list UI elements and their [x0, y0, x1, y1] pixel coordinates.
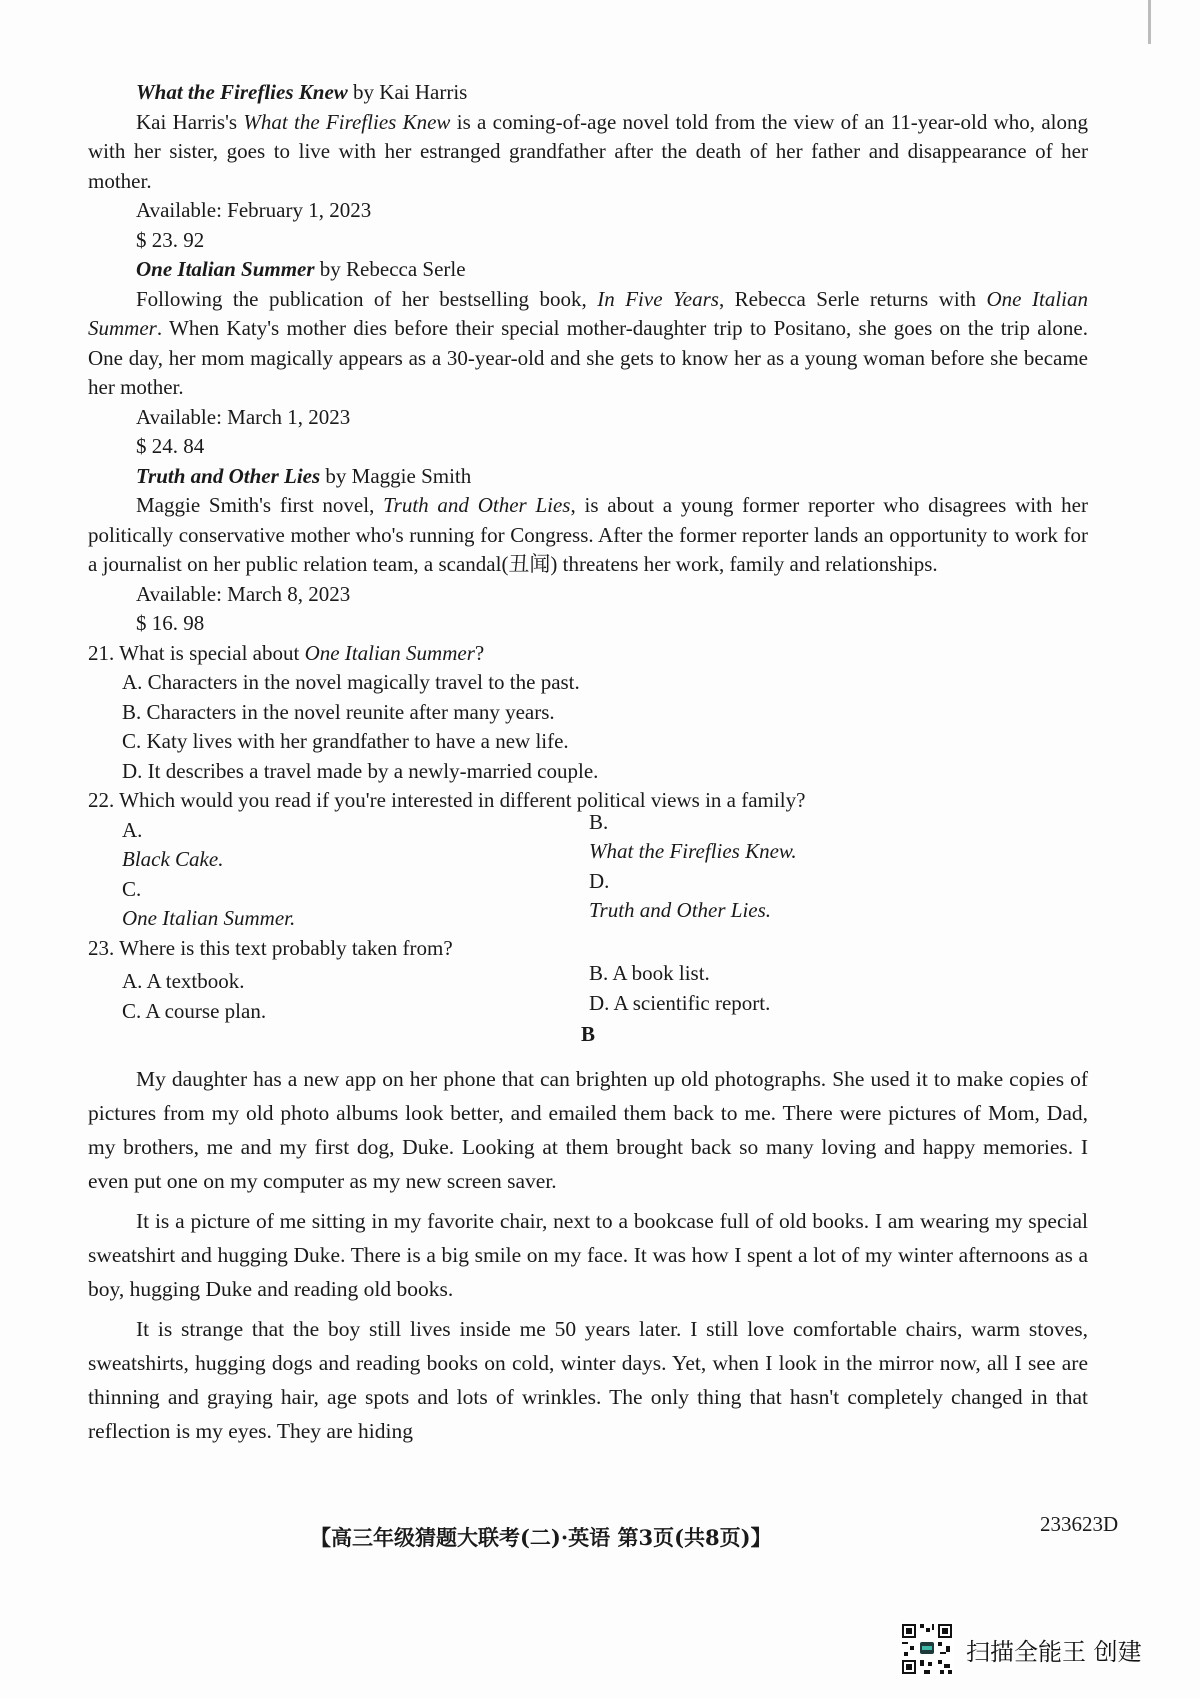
book-price: $ 23. 92 — [136, 227, 205, 252]
book-available: Available: March 1, 2023 — [136, 404, 351, 429]
qr-code-icon — [900, 1622, 954, 1676]
desc-text: Following the publication of her bestselling book, — [136, 286, 598, 311]
option-letter: C. — [122, 876, 142, 901]
passage-paragraph: My daughter has a new app on her phone that can brighten up old photographs. She used it to make copies of pictures from my old photo albums look better, and emailed them back to me. There were pictures of Mom, Dad, my brothers, me and my first dog, Duke. Looking at them brought back so many loving and happy memories. I even put one on my computer as my new screen saver. — [88, 1066, 1088, 1193]
option-a: A. Characters in the novel magically travel to the past. — [122, 670, 580, 694]
option-text: What the Fireflies Knew. — [589, 839, 797, 863]
book-author: by Rebecca Serle — [319, 257, 466, 281]
desc-text: is a coming-of-age novel told from the view of an 11-year-old who, along with her sister, goes to live with her estranged grandfather after the death of her father and disappearance of her mother. — [88, 109, 1088, 193]
exam-code: 233623D — [1040, 1512, 1119, 1536]
book-heading — [88, 462, 1088, 492]
question-23 — [88, 934, 1088, 1027]
question-stem: 22. Which would you read if you're interested in different political views in a family? — [88, 788, 806, 812]
option-b: B. A book list. — [589, 961, 710, 985]
book-author: by Kai Harris — [353, 80, 468, 104]
option-grid — [88, 961, 1088, 1026]
option-d: D. It describes a travel made by a newly-married couple. — [122, 758, 599, 783]
option-c: C. Katy lives with her grandfather to have a new life. — [122, 729, 569, 753]
option-text: Truth and Other Lies. — [589, 898, 772, 922]
desc-text: Maggie Smith's first novel, — [136, 493, 384, 517]
option-d — [589, 867, 1088, 926]
exam-content — [88, 78, 1088, 1448]
question-stem — [88, 639, 1088, 669]
page-footer: 【高三年级猜题大联考(二)·英语 第3页(共8页)】 — [310, 1525, 772, 1550]
book-available: Available: February 1, 2023 — [136, 198, 372, 222]
book-title: Truth and Other Lies — [136, 463, 321, 488]
stem-italic-title: One Italian Summer — [304, 640, 475, 665]
option-d: D. A scientific report. — [589, 990, 771, 1015]
desc-text: , Rebecca Serle returns with — [718, 286, 987, 311]
stem-text: 21. What is special about — [88, 640, 305, 665]
option-text: Black Cake. — [122, 847, 224, 871]
option-c — [122, 875, 589, 934]
book-entry — [88, 462, 1088, 639]
option-a — [122, 816, 589, 875]
option-text: One Italian Summer. — [122, 906, 296, 930]
scanner-label: 扫描全能王 创建 — [966, 1637, 1142, 1666]
book-entry — [88, 255, 1088, 462]
book-entry — [88, 78, 1088, 255]
option-letter: A. — [122, 817, 143, 842]
desc-text: Kai Harris's — [136, 109, 244, 134]
book-description — [88, 108, 1088, 197]
book-title: What the Fireflies Knew — [136, 80, 348, 104]
option-b: B. Characters in the novel reunite after many years. — [122, 699, 555, 724]
book-description — [88, 491, 1088, 580]
question-stem: 23. Where is this text probably taken from? — [88, 935, 453, 960]
book-title: One Italian Summer — [136, 257, 315, 281]
option-letter: D. — [589, 868, 610, 893]
section-label: B — [580, 1022, 595, 1046]
desc-italic-title: Truth and Other Lies — [383, 493, 571, 517]
desc-italic-title: What the Fireflies Knew — [243, 109, 451, 134]
option-letter: B. — [589, 809, 609, 834]
book-available: Available: March 8, 2023 — [136, 581, 351, 606]
book-description — [88, 285, 1088, 403]
option-grid — [88, 809, 1088, 934]
passage-paragraph: It is a picture of me sitting in my favorite chair, next to a bookcase full of old books. I am wearing my special sweatshirt and hugging Duke. There is a big smile on my face. It was how I spent a lot of my winter afternoons as a boy, hugging Duke and reading old books. — [88, 1208, 1088, 1301]
book-price: $ 24. 84 — [136, 434, 205, 458]
option-b — [589, 808, 1088, 867]
desc-italic-title: In Five Years — [597, 286, 719, 311]
book-heading — [88, 255, 1088, 285]
passage-paragraph: It is strange that the boy still lives inside me 50 years later. I still love comfortable chairs, warm stoves, sweatshirts, hugging dogs and reading books on cold, winter days. Yet, when I look in the mirror now, all I see are thinning and graying hair, age spots and lots of wrinkles. The only thing that hasn't completely changed in that reflection is my eyes. They are hiding — [88, 1316, 1088, 1443]
question-21 — [88, 639, 1088, 787]
desc-text: , is about a young former reporter who disagrees with her politically conservative mother who's running for Congress. After the former reporter lands an opportunity to work for a journalist on her public relation team, a scandal(丑闻) threatens her work, family and relationships. — [88, 493, 1088, 576]
desc-text: . When Katy's mother dies before their special mother-daughter trip to Positano, she goes on the trip alone. One day, her mom magically appears as a 30-year-old and she gets to know her as a young woman before she became her mother. — [88, 316, 1088, 399]
scanner-watermark — [900, 1622, 1142, 1676]
question-22 — [88, 786, 1088, 934]
option-a: A. A textbook. — [122, 969, 245, 993]
scan-edge-mark — [1148, 0, 1151, 44]
stem-text: ? — [474, 640, 485, 665]
option-c: C. A course plan. — [122, 998, 267, 1023]
book-author: by Maggie Smith — [325, 463, 472, 488]
book-price: $ 16. 98 — [136, 611, 205, 635]
book-heading — [88, 78, 1088, 108]
desc-italic-title: One Italian Summer — [88, 286, 1088, 340]
